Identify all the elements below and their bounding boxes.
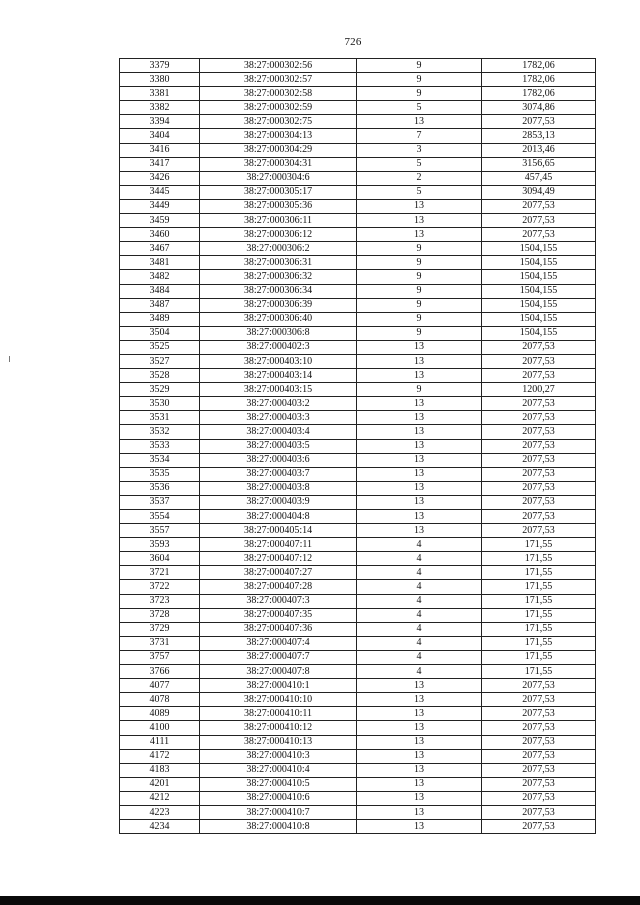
cadastral-number-cell: 38:27:000306:32	[200, 270, 357, 284]
table-row	[120, 608, 596, 622]
table-row	[120, 495, 596, 509]
specific-value-cell: 171,55	[482, 608, 596, 622]
specific-value-cell: 2077,53	[482, 805, 596, 819]
row-number-cell: 3394	[120, 115, 200, 129]
specific-value-cell: 457,45	[482, 171, 596, 185]
cadastral-number-cell: 38:27:000304:6	[200, 171, 357, 185]
row-number-cell: 3381	[120, 87, 200, 101]
row-number-cell: 3728	[120, 608, 200, 622]
category-cell: 4	[357, 650, 482, 664]
cadastral-number-cell: 38:27:000403:3	[200, 411, 357, 425]
row-number-cell: 3449	[120, 199, 200, 213]
table-row	[120, 228, 596, 242]
specific-value-cell: 171,55	[482, 636, 596, 650]
cadastral-number-cell: 38:27:000404:8	[200, 510, 357, 524]
table-row	[120, 354, 596, 368]
category-cell: 9	[357, 284, 482, 298]
category-cell: 3	[357, 143, 482, 157]
category-cell: 13	[357, 439, 482, 453]
table-row	[120, 256, 596, 270]
category-cell: 4	[357, 608, 482, 622]
row-number-cell: 3460	[120, 228, 200, 242]
row-number-cell: 3417	[120, 157, 200, 171]
cadastral-number-cell: 38:27:000407:12	[200, 552, 357, 566]
specific-value-cell: 2077,53	[482, 495, 596, 509]
cadastral-number-cell: 38:27:000410:11	[200, 707, 357, 721]
category-cell: 9	[357, 298, 482, 312]
cadastral-number-cell: 38:27:000305:36	[200, 199, 357, 213]
specific-value-cell: 2077,53	[482, 735, 596, 749]
table-row	[120, 721, 596, 735]
row-number-cell: 3534	[120, 453, 200, 467]
row-number-cell: 4111	[120, 735, 200, 749]
table-row	[120, 636, 596, 650]
page-number: 726	[344, 36, 362, 48]
cadastral-number-cell: 38:27:000410:1	[200, 679, 357, 693]
row-number-cell: 3528	[120, 369, 200, 383]
cadastral-number-cell: 38:27:000407:35	[200, 608, 357, 622]
category-cell: 13	[357, 763, 482, 777]
cadastral-number-cell: 38:27:000403:4	[200, 425, 357, 439]
row-number-cell: 3757	[120, 650, 200, 664]
specific-value-cell: 171,55	[482, 538, 596, 552]
row-number-cell: 4223	[120, 805, 200, 819]
row-number-cell: 3530	[120, 397, 200, 411]
table-row	[120, 199, 596, 213]
cadastral-number-cell: 38:27:000407:11	[200, 538, 357, 552]
specific-value-cell: 2077,53	[482, 214, 596, 228]
table-row	[120, 383, 596, 397]
category-cell: 13	[357, 735, 482, 749]
table-row	[120, 735, 596, 749]
cadastral-number-cell: 38:27:000407:27	[200, 566, 357, 580]
table-row	[120, 622, 596, 636]
table-row	[120, 340, 596, 354]
table-row	[120, 552, 596, 566]
specific-value-cell: 2077,53	[482, 354, 596, 368]
row-number-cell: 4077	[120, 679, 200, 693]
category-cell: 13	[357, 679, 482, 693]
table-row	[120, 665, 596, 679]
cadastral-number-cell: 38:27:000306:8	[200, 326, 357, 340]
specific-value-cell: 2077,53	[482, 721, 596, 735]
cadastral-number-cell: 38:27:000403:9	[200, 495, 357, 509]
category-cell: 13	[357, 805, 482, 819]
cadastral-number-cell: 38:27:000407:7	[200, 650, 357, 664]
specific-value-cell: 171,55	[482, 580, 596, 594]
cadastral-number-cell: 38:27:000304:13	[200, 129, 357, 143]
table-row	[120, 749, 596, 763]
specific-value-cell: 1504,155	[482, 256, 596, 270]
specific-value-cell: 2077,53	[482, 679, 596, 693]
row-number-cell: 3467	[120, 242, 200, 256]
table-row	[120, 129, 596, 143]
category-cell: 4	[357, 622, 482, 636]
category-cell: 13	[357, 369, 482, 383]
table-row	[120, 284, 596, 298]
row-number-cell: 3554	[120, 510, 200, 524]
specific-value-cell: 171,55	[482, 622, 596, 636]
cadastral-number-cell: 38:27:000306:40	[200, 312, 357, 326]
category-cell: 9	[357, 270, 482, 284]
cadastral-number-cell: 38:27:000306:11	[200, 214, 357, 228]
specific-value-cell: 2077,53	[482, 411, 596, 425]
row-number-cell: 3537	[120, 495, 200, 509]
specific-value-cell: 1504,155	[482, 270, 596, 284]
category-cell: 4	[357, 552, 482, 566]
cadastral-number-cell: 38:27:000302:59	[200, 101, 357, 115]
category-cell: 13	[357, 453, 482, 467]
specific-value-cell: 2077,53	[482, 439, 596, 453]
category-cell: 9	[357, 242, 482, 256]
specific-value-cell: 2077,53	[482, 749, 596, 763]
row-number-cell: 3525	[120, 340, 200, 354]
cadastral-number-cell: 38:27:000405:14	[200, 524, 357, 538]
table-row	[120, 510, 596, 524]
specific-value-cell: 2077,53	[482, 340, 596, 354]
specific-value-cell: 2077,53	[482, 397, 596, 411]
table-row	[120, 763, 596, 777]
specific-value-cell: 171,55	[482, 665, 596, 679]
category-cell: 13	[357, 820, 482, 834]
cadastral-number-cell: 38:27:000410:6	[200, 791, 357, 805]
cadastral-number-cell: 38:27:000302:57	[200, 73, 357, 87]
specific-value-cell: 1504,155	[482, 298, 596, 312]
table-row	[120, 453, 596, 467]
category-cell: 13	[357, 425, 482, 439]
specific-value-cell: 1782,06	[482, 59, 596, 73]
category-cell: 13	[357, 510, 482, 524]
category-cell: 13	[357, 495, 482, 509]
table-row	[120, 707, 596, 721]
category-cell: 7	[357, 129, 482, 143]
specific-value-cell: 2077,53	[482, 425, 596, 439]
row-number-cell: 4078	[120, 693, 200, 707]
cadastral-number-cell: 38:27:000402:3	[200, 340, 357, 354]
specific-value-cell: 2077,53	[482, 693, 596, 707]
specific-value-cell: 1504,155	[482, 284, 596, 298]
row-number-cell: 3533	[120, 439, 200, 453]
row-number-cell: 3484	[120, 284, 200, 298]
table-row	[120, 538, 596, 552]
category-cell: 13	[357, 749, 482, 763]
cadastral-number-cell: 38:27:000306:39	[200, 298, 357, 312]
row-number-cell: 3459	[120, 214, 200, 228]
table-row	[120, 425, 596, 439]
category-cell: 13	[357, 721, 482, 735]
cadastral-number-cell: 38:27:000302:75	[200, 115, 357, 129]
cadastral-number-cell: 38:27:000305:17	[200, 185, 357, 199]
category-cell: 13	[357, 411, 482, 425]
specific-value-cell: 2077,53	[482, 524, 596, 538]
row-number-cell: 3766	[120, 665, 200, 679]
category-cell: 13	[357, 693, 482, 707]
row-number-cell: 3722	[120, 580, 200, 594]
category-cell: 4	[357, 538, 482, 552]
specific-value-cell: 2077,53	[482, 369, 596, 383]
category-cell: 9	[357, 59, 482, 73]
row-number-cell: 3487	[120, 298, 200, 312]
row-number-cell: 3731	[120, 636, 200, 650]
row-number-cell: 3426	[120, 171, 200, 185]
cadastral-number-cell: 38:27:000306:31	[200, 256, 357, 270]
category-cell: 9	[357, 383, 482, 397]
cadastral-number-cell: 38:27:000403:6	[200, 453, 357, 467]
specific-value-cell: 2077,53	[482, 228, 596, 242]
specific-value-cell: 2077,53	[482, 467, 596, 481]
category-cell: 4	[357, 665, 482, 679]
category-cell: 13	[357, 340, 482, 354]
category-cell: 9	[357, 87, 482, 101]
table-row	[120, 650, 596, 664]
category-cell: 9	[357, 256, 482, 270]
cadastral-number-cell: 38:27:000407:28	[200, 580, 357, 594]
table-row	[120, 312, 596, 326]
row-number-cell: 3529	[120, 383, 200, 397]
category-cell: 13	[357, 524, 482, 538]
cadastral-number-cell: 38:27:000407:8	[200, 665, 357, 679]
cadastral-number-cell: 38:27:000304:29	[200, 143, 357, 157]
specific-value-cell: 1504,155	[482, 242, 596, 256]
category-cell: 13	[357, 707, 482, 721]
cadastral-number-cell: 38:27:000306:2	[200, 242, 357, 256]
category-cell: 13	[357, 791, 482, 805]
specific-value-cell: 2077,53	[482, 820, 596, 834]
row-number-cell: 3504	[120, 326, 200, 340]
category-cell: 5	[357, 185, 482, 199]
category-cell: 13	[357, 354, 482, 368]
category-cell: 13	[357, 777, 482, 791]
cadastral-number-cell: 38:27:000410:3	[200, 749, 357, 763]
cadastral-number-cell: 38:27:000410:8	[200, 820, 357, 834]
cadastral-number-cell: 38:27:000306:12	[200, 228, 357, 242]
specific-value-cell: 2077,53	[482, 481, 596, 495]
table-row	[120, 171, 596, 185]
specific-value-cell: 1504,155	[482, 326, 596, 340]
category-cell: 13	[357, 214, 482, 228]
specific-value-cell: 2077,53	[482, 510, 596, 524]
row-number-cell: 3489	[120, 312, 200, 326]
category-cell: 4	[357, 594, 482, 608]
specific-value-cell: 3094,49	[482, 185, 596, 199]
cadastral-number-cell: 38:27:000302:58	[200, 87, 357, 101]
cadastral-number-cell: 38:27:000302:56	[200, 59, 357, 73]
specific-value-cell: 2077,53	[482, 777, 596, 791]
category-cell: 13	[357, 481, 482, 495]
table-row	[120, 439, 596, 453]
cadastral-number-cell: 38:27:000403:15	[200, 383, 357, 397]
row-number-cell: 3382	[120, 101, 200, 115]
specific-value-cell: 2013,46	[482, 143, 596, 157]
table-row	[120, 242, 596, 256]
specific-value-cell: 171,55	[482, 594, 596, 608]
category-cell: 13	[357, 199, 482, 213]
scan-edge-mark	[9, 356, 10, 362]
row-number-cell: 3532	[120, 425, 200, 439]
specific-value-cell: 171,55	[482, 650, 596, 664]
table-row	[120, 777, 596, 791]
table-row	[120, 397, 596, 411]
row-number-cell: 3416	[120, 143, 200, 157]
table-row	[120, 805, 596, 819]
specific-value-cell: 1782,06	[482, 87, 596, 101]
table-row	[120, 326, 596, 340]
category-cell: 5	[357, 157, 482, 171]
specific-value-cell: 2077,53	[482, 763, 596, 777]
cadastral-number-cell: 38:27:000407:36	[200, 622, 357, 636]
cadastral-number-cell: 38:27:000403:2	[200, 397, 357, 411]
row-number-cell: 3481	[120, 256, 200, 270]
row-number-cell: 3723	[120, 594, 200, 608]
row-number-cell: 4172	[120, 749, 200, 763]
cadastral-number-cell: 38:27:000410:13	[200, 735, 357, 749]
row-number-cell: 3721	[120, 566, 200, 580]
specific-value-cell: 2077,53	[482, 791, 596, 805]
table-row	[120, 580, 596, 594]
row-number-cell: 3531	[120, 411, 200, 425]
row-number-cell: 3535	[120, 467, 200, 481]
row-number-cell: 3404	[120, 129, 200, 143]
cadastral-number-cell: 38:27:000410:4	[200, 763, 357, 777]
cadastral-number-cell: 38:27:000410:7	[200, 805, 357, 819]
specific-value-cell: 2077,53	[482, 453, 596, 467]
cadastral-number-cell: 38:27:000410:5	[200, 777, 357, 791]
specific-value-cell: 171,55	[482, 552, 596, 566]
table-row	[120, 214, 596, 228]
table-row	[120, 693, 596, 707]
category-cell: 13	[357, 467, 482, 481]
table-row	[120, 481, 596, 495]
specific-value-cell: 3156,65	[482, 157, 596, 171]
table-body	[120, 59, 596, 834]
table-row	[120, 115, 596, 129]
category-cell: 4	[357, 636, 482, 650]
specific-value-cell: 171,55	[482, 566, 596, 580]
table-row	[120, 467, 596, 481]
category-cell: 9	[357, 73, 482, 87]
table-row	[120, 524, 596, 538]
table-row	[120, 566, 596, 580]
cadastral-number-cell: 38:27:000403:5	[200, 439, 357, 453]
cadastral-number-cell: 38:27:000407:4	[200, 636, 357, 650]
row-number-cell: 3557	[120, 524, 200, 538]
table-row	[120, 791, 596, 805]
row-number-cell: 4183	[120, 763, 200, 777]
table-row	[120, 185, 596, 199]
category-cell: 4	[357, 580, 482, 594]
table-row	[120, 73, 596, 87]
row-number-cell: 3445	[120, 185, 200, 199]
cadastral-number-cell: 38:27:000410:12	[200, 721, 357, 735]
specific-value-cell: 2853,13	[482, 129, 596, 143]
table-row	[120, 298, 596, 312]
specific-value-cell: 1504,155	[482, 312, 596, 326]
row-number-cell: 3536	[120, 481, 200, 495]
row-number-cell: 4201	[120, 777, 200, 791]
table-row	[120, 679, 596, 693]
scan-bottom-border	[0, 896, 640, 905]
specific-value-cell: 3074,86	[482, 101, 596, 115]
category-cell: 4	[357, 566, 482, 580]
row-number-cell: 3527	[120, 354, 200, 368]
row-number-cell: 3593	[120, 538, 200, 552]
specific-value-cell: 2077,53	[482, 707, 596, 721]
cadastral-number-cell: 38:27:000306:34	[200, 284, 357, 298]
table-row	[120, 87, 596, 101]
cadastral-number-cell: 38:27:000403:10	[200, 354, 357, 368]
row-number-cell: 3729	[120, 622, 200, 636]
category-cell: 13	[357, 228, 482, 242]
row-number-cell: 4212	[120, 791, 200, 805]
cadastral-value-table	[119, 58, 596, 834]
table-row	[120, 59, 596, 73]
specific-value-cell: 2077,53	[482, 199, 596, 213]
specific-value-cell: 2077,53	[482, 115, 596, 129]
category-cell: 13	[357, 115, 482, 129]
category-cell: 5	[357, 101, 482, 115]
table-row	[120, 157, 596, 171]
category-cell: 2	[357, 171, 482, 185]
row-number-cell: 3380	[120, 73, 200, 87]
category-cell: 9	[357, 326, 482, 340]
row-number-cell: 4089	[120, 707, 200, 721]
cadastral-number-cell: 38:27:000403:8	[200, 481, 357, 495]
table-row	[120, 143, 596, 157]
row-number-cell: 3379	[120, 59, 200, 73]
table-row	[120, 270, 596, 284]
table-row	[120, 411, 596, 425]
row-number-cell: 3482	[120, 270, 200, 284]
table-row	[120, 594, 596, 608]
specific-value-cell: 1782,06	[482, 73, 596, 87]
cadastral-number-cell: 38:27:000407:3	[200, 594, 357, 608]
specific-value-cell: 1200,27	[482, 383, 596, 397]
table-row	[120, 101, 596, 115]
cadastral-number-cell: 38:27:000410:10	[200, 693, 357, 707]
cadastral-number-cell: 38:27:000304:31	[200, 157, 357, 171]
cadastral-number-cell: 38:27:000403:14	[200, 369, 357, 383]
row-number-cell: 4234	[120, 820, 200, 834]
row-number-cell: 4100	[120, 721, 200, 735]
table-row	[120, 820, 596, 834]
category-cell: 13	[357, 397, 482, 411]
table-row	[120, 369, 596, 383]
row-number-cell: 3604	[120, 552, 200, 566]
category-cell: 9	[357, 312, 482, 326]
cadastral-number-cell: 38:27:000403:7	[200, 467, 357, 481]
